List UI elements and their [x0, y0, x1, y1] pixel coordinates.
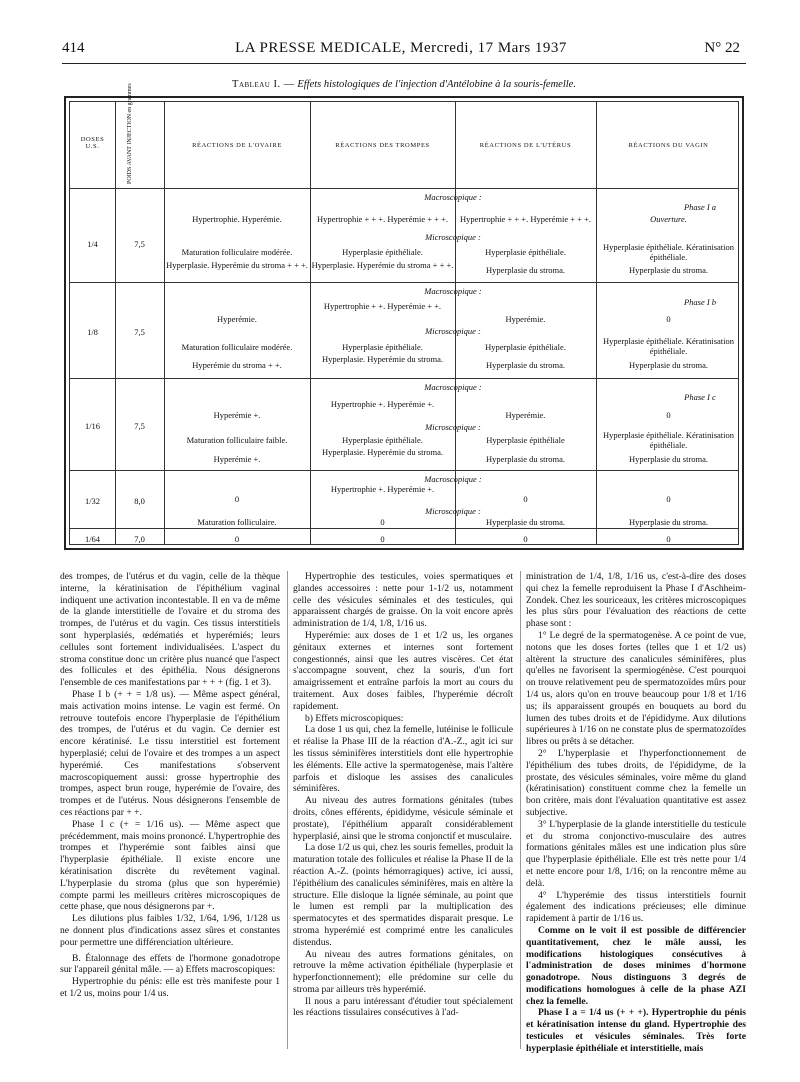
- tubes-micro: Hyperplasie épithéliale.: [342, 435, 423, 445]
- uterus-micro: Hyperplasie du stroma.: [485, 265, 566, 275]
- weight-value: 7,5: [134, 327, 145, 337]
- vagina-macro: 0: [666, 494, 671, 504]
- paragraph: Comme on le voit il est possible de différencier quantitativement, chez le mâle aussi, les modifications histologiques consécutives à l'administration de doses minimes d'hormone gonadotrope. Nous distinguons 3 degrés de modifications homologues à celle de la phase AZI chez la femelle.: [526, 924, 746, 1007]
- vagina-macro: 0: [666, 410, 671, 420]
- paragraph: La dose 1 us qui, chez la femelle, lutéinise le follicule et réalise la Phase III de la réaction d'A.-Z., agit ici sur les tissus séminifères interstitiels dont elle hypertrophie les éléments. Elle active la spermatogenèse, mais l'altère parfois et disloque les assises des canalicules séminifères.: [293, 724, 513, 795]
- row-divider: [70, 470, 738, 471]
- vagina-micro: Hyperplasie du stroma.: [628, 265, 709, 275]
- tubes-macro: Hypertrophie + + +. Hyperémie + + +.: [317, 214, 448, 224]
- vagina-micro: Hyperplasie épithéliale. Kératinisation épithéliale.: [603, 336, 734, 356]
- header-weight: POIDS AVANT INJECTION en grammes: [127, 83, 133, 184]
- vagina-value: 0: [666, 534, 671, 544]
- weight-value: 7,5: [134, 421, 145, 431]
- ovary-micro: Maturation folliculaire modérée.: [181, 247, 293, 257]
- uterus-micro: Hyperplasie épithéliale: [486, 435, 565, 445]
- column-rule: [520, 571, 521, 1049]
- uterus-micro: Hyperplasie épithéliale.: [485, 342, 566, 352]
- paragraph: 1° Le degré de la spermatogenèse. A ce point de vue, notons que les doses fortes (telles que 1 et 1/2 us) altèrent la structure des canalicules séminifères, plus qu'elles ne favorisent la spermiogénèse. C'est pourquoi on trouve relativement peu de spermatozoïdes mûrs pour 1/4 us, alors qu'on en trouve beaucoup pour 1/8 et 1/16 us; ils apparaissent groupés en bouquets au bord du lumen des tubes droits et de l'épididyme. Aux dilutions supérieures à 1/16 on ne constate plus de spermatozoïdes libres ou prêts à se détacher.: [526, 629, 746, 748]
- header-vagina: RÉACTIONS DU VAGIN: [628, 142, 709, 149]
- ovary-macro: Hypertrophie. Hyperémie.: [192, 214, 282, 224]
- paragraph: Phase I a = 1/4 us (+ + +). Hypertrophie du pénis et kératinisation intense du gland. Hypertrophie des testicules et vésicules séminales. Très forte hyperplasie épithéliale et interstitielle, mais: [526, 1007, 746, 1054]
- ovary-micro: Maturation folliculaire modérée.: [181, 342, 293, 352]
- column-rule: [287, 571, 288, 1049]
- paragraph: Au niveau des autres formations génitales, on retrouve la même activation épithéliale (hyperplasie et hyperfonctionnement); elle prédomine sur celle du stroma par ailleurs très hyperémié.: [293, 948, 513, 995]
- paragraph: La dose 1/2 us qui, chez les souris femelles, produit la maturation totale des follicules et réalise la Phase II de la réaction A.-Z. (points hémorragiques) active, ici aussi, l'épithélium des canalicules séminifères, mais en altère la structure. Elle disloque la lignée séminale, au point que le lumen est rempli par la multiplication des spermatocytes et des spermatides disparait presque. Le stroma hyperémié est comprimé entre les canalicules distendus.: [293, 842, 513, 948]
- weight-value: 7,5: [134, 239, 145, 249]
- tubes-macro: Hypertrophie +. Hyperémie +.: [330, 399, 435, 409]
- vagina-macro: Ouverture.: [650, 214, 687, 224]
- dose-value: 1/4: [87, 239, 98, 249]
- row-divider: [70, 378, 738, 379]
- paragraph: Hypertrophie du pénis: elle est très manifeste pour 1 et 1/2 us, moins pour 1/4 us.: [60, 976, 280, 999]
- ovary-macro: 0: [234, 494, 240, 504]
- macro-label: Macroscopique :: [424, 474, 482, 484]
- row-divider: [70, 188, 738, 189]
- tubes-value: 0: [380, 534, 385, 544]
- paragraph: ministration de 1/4, 1/8, 1/16 us, c'est-à-dire des doses qui chez la femelle reproduisent la Phase I d'Aschheim-Zondek. Chez les souriceaux, les critères microscopiques les plus sûrs pour l'évaluation des réactions de cette phase sont :: [526, 571, 746, 630]
- row-divider: [70, 282, 738, 283]
- tubes-macro: Hypertrophie + +. Hyperémie + +.: [323, 301, 442, 311]
- uterus-micro: Hyperplasie du stroma.: [485, 454, 566, 464]
- ovary-value: 0: [234, 534, 240, 544]
- weight-value: 7,0: [134, 534, 145, 544]
- uterus-macro: Hyperémie.: [505, 314, 546, 324]
- dose-value: 1/16: [84, 421, 101, 431]
- paragraph: Il nous a paru intéressant d'étudier tout spécialement les réactions tissulaires consécutives à l'ad-: [293, 995, 513, 1019]
- page-header: [62, 40, 740, 62]
- uterus-micro: Hyperplasie du stroma.: [485, 517, 566, 527]
- ovary-macro: Hyperémie +.: [213, 410, 261, 420]
- subheading: b) Effets microscopiques:: [305, 712, 404, 724]
- macro-label: Macroscopique :: [424, 382, 482, 392]
- issue-number: N° 22: [704, 40, 740, 56]
- table-caption: [62, 79, 746, 90]
- uterus-macro: Hyperémie.: [505, 410, 546, 420]
- tubes-micro: Hyperplasie épithéliale.: [342, 342, 423, 352]
- header-uterus: RÉACTIONS DE L'UTÉRUS: [479, 142, 572, 149]
- ovary-micro: Hyperplasie. Hyperémie du stroma + + +.: [166, 260, 308, 270]
- ovary-micro: Maturation folliculaire.: [197, 517, 277, 527]
- col-divider: [115, 102, 116, 544]
- vagina-micro: Hyperplasie épithéliale. Kératinisation épithéliale.: [603, 430, 734, 450]
- micro-label: Microscopique :: [425, 326, 481, 336]
- paragraph: Phase I c (+ = 1/16 us). — Même aspect que précédemment, mais moins prononcé. L'hypertrophie des trompes et l'hyperémie sont faibles ainsi que l'hyperplasie épithéliale. Il existe encore une kératinisation discrète du revêtement vaginal. L'hyperplasie du stroma (plus que son hyperémie) compte parmi les meilleurs critères microscopiques de cette phase, que nous désignerons par +.: [60, 818, 280, 913]
- tubes-micro: 0: [380, 517, 385, 527]
- paragraph: 4° L'hyperémie des tissus interstitiels fournit également des indications précieuses; elle diminue rapidement à partir de 1/16 us.: [526, 889, 746, 925]
- tubes-micro: Hyperplasie épithéliale.: [342, 247, 423, 257]
- ovary-micro: Maturation folliculaire faible.: [186, 435, 288, 445]
- header-doses: DOSES U.S.: [80, 136, 105, 150]
- micro-label: Microscopique :: [425, 422, 481, 432]
- paragraph: des trompes, de l'utérus et du vagin, celle de la thèque interne, la kératinisation de l'épithélium vaginal indiquent une activation incontestable. Il en va de même de la glande interstitielle de l'ovaire et du stroma des trompes, de l'utérus et du vagin. Ces tissus interstitiels sont hyperplasiés, œdématiés et hyperémiés; leurs cellules sont fortement individualisées. L'aspect du stroma constitue donc un critère plus nuancé que l'aspect des follicules et des épithélia. Nous désignerons l'ensemble de ces manifestations par + + + (fig. 1 et 3).: [60, 571, 280, 689]
- header-ovary: RÉACTIONS DE L'OVAIRE: [192, 142, 282, 149]
- uterus-macro: 0: [523, 494, 528, 504]
- table-caption-lead: Tableau I. —: [232, 79, 295, 90]
- uterus-macro: Hypertrophie + + +. Hyperémie + + +.: [460, 214, 591, 224]
- vagina-macro: 0: [666, 314, 671, 324]
- phase-label: Phase I a: [683, 202, 717, 212]
- phase-label: Phase I c: [684, 392, 716, 402]
- paragraph: Les dilutions plus faibles 1/32, 1/64, 1/96, 1/128 us ne donnent plus d'indications assez sûres et constantes pour permettre une différenciation ultérieure.: [60, 913, 280, 948]
- uterus-value: 0: [523, 534, 528, 544]
- row-divider: [70, 528, 738, 529]
- paragraph: Hypertrophie des testicules, voies spermatiques et glandes accessoires : nette pour 1-1/2 us, notamment celle des vésicules séminales et des testicules, qui apparaissent chargés de graisse. On la voit encore après administration de 1/4, 1/8, 1/16 us.: [293, 571, 513, 630]
- header-tubes: RÉACTIONS DES TROMPES: [335, 142, 430, 149]
- phase-label: Phase I b: [683, 297, 717, 307]
- vagina-micro: Hyperplasie du stroma.: [628, 517, 709, 527]
- tubes-macro: Hypertrophie +. Hyperémie +.: [330, 484, 435, 494]
- paragraph: Phase I b (+ + = 1/8 us). — Même aspect général, mais activation moins intense. Le vagin est fermé. On retrouve toutefois encore l'hyperplasie de l'épithélium des trompes, de l'utérus et du vagin. Ce dernier est encore kératinisé. Le tissu interstitiel est fortement hyperplasié; celui de l'ovaire et des trompes a un aspect hyperémié. Ces manifestations s'observent macroscopiquement aussi: grosse hypertrophie des trompes, aspect brun rouge, hyperémie de l'ovaire, des trompes et de l'utérus. Nous désignerons l'ensemble de ces réactions par + +.: [60, 688, 280, 818]
- uterus-micro: Hyperplasie du stroma.: [485, 360, 566, 370]
- macro-label: Macroscopique :: [424, 286, 482, 296]
- vagina-micro: Hyperplasie du stroma.: [628, 360, 709, 370]
- vagina-micro: Hyperplasie du stroma.: [628, 454, 709, 464]
- tubes-micro: Hyperplasie. Hyperémie du stroma.: [321, 447, 444, 457]
- ovary-micro: Hyperémie du stroma + +.: [192, 360, 282, 370]
- micro-label: Microscopique :: [425, 506, 481, 516]
- table-caption-title: Effets histologiques de l'injection d'Antélobine à la souris-femelle.: [297, 79, 576, 90]
- paragraph: Hyperémie: aux doses de 1 et 1/2 us, les organes génitaux externes et internes sont fortement congestionnés, ainsi que les autres viscères. Cet état s'accompagne souvent, chez la souris, d'un fort amaigrissement et entraîne parfois la mort au cours du traitement. Aux doses faibles, l'hyperémie décroît rapidement.: [293, 629, 513, 712]
- uterus-micro: Hyperplasie épithéliale.: [485, 247, 566, 257]
- ovary-micro: Hyperémie +.: [213, 454, 261, 464]
- paragraph: Au niveau des autres formations génitales (tubes droits, cônes efférents, épididyme, vésicule séminale et prostate), l'épithélium apparaît considérablement hyperplasié, ainsi que le stroma conjonctif et musculaire.: [293, 795, 513, 842]
- section-heading: B. Étalonnage des effets de l'hormone gonadotrope sur l'appareil génital mâle. — a) Effets macroscopiques:: [60, 952, 280, 976]
- ovary-macro: Hyperémie.: [217, 314, 257, 324]
- header-rule: [62, 63, 746, 64]
- micro-label: Microscopique :: [425, 232, 481, 242]
- text-column-2: [293, 571, 513, 1019]
- text-column-1: [60, 571, 280, 1000]
- dose-value: 1/64: [84, 534, 101, 544]
- macro-label: Macroscopique :: [424, 192, 482, 202]
- journal-title: LA PRESSE MEDICALE, Mercredi, 17 Mars 1937: [235, 40, 567, 56]
- paragraph: 3° L'hyperplasie de la glande interstitielle du testicule et du stroma conjonctivo-musculaire des autres formations génitales mâles est une indication plus sûre que l'hyperplasie épithéliale. Elle est très nette pour 1/4 et nette encore pour 1/8, 1/16; on la rencontre même au delà.: [526, 818, 746, 889]
- tubes-micro: Hyperplasie. Hyperémie du stroma + + +.: [311, 260, 454, 270]
- vagina-micro: Hyperplasie épithéliale. Kératinisation épithéliale.: [603, 242, 734, 262]
- weight-value: 8,0: [134, 496, 145, 506]
- paragraph: 2° L'hyperplasie et l'hyperfonctionnement de l'épithélium des tubes droits, de l'épididyme, de la prostate, des vésicules séminales, voire même du gland (kératinisation) constituent comme chez la femelle un bon critère, mais dont l'évaluation quantitative est assez subjective.: [526, 747, 746, 818]
- dose-value: 1/32: [84, 496, 101, 506]
- text-column-3: [526, 571, 746, 1055]
- dose-value: 1/8: [87, 327, 98, 337]
- page-number: 414: [62, 40, 85, 56]
- tubes-micro: Hyperplasie. Hyperémie du stroma.: [321, 354, 444, 364]
